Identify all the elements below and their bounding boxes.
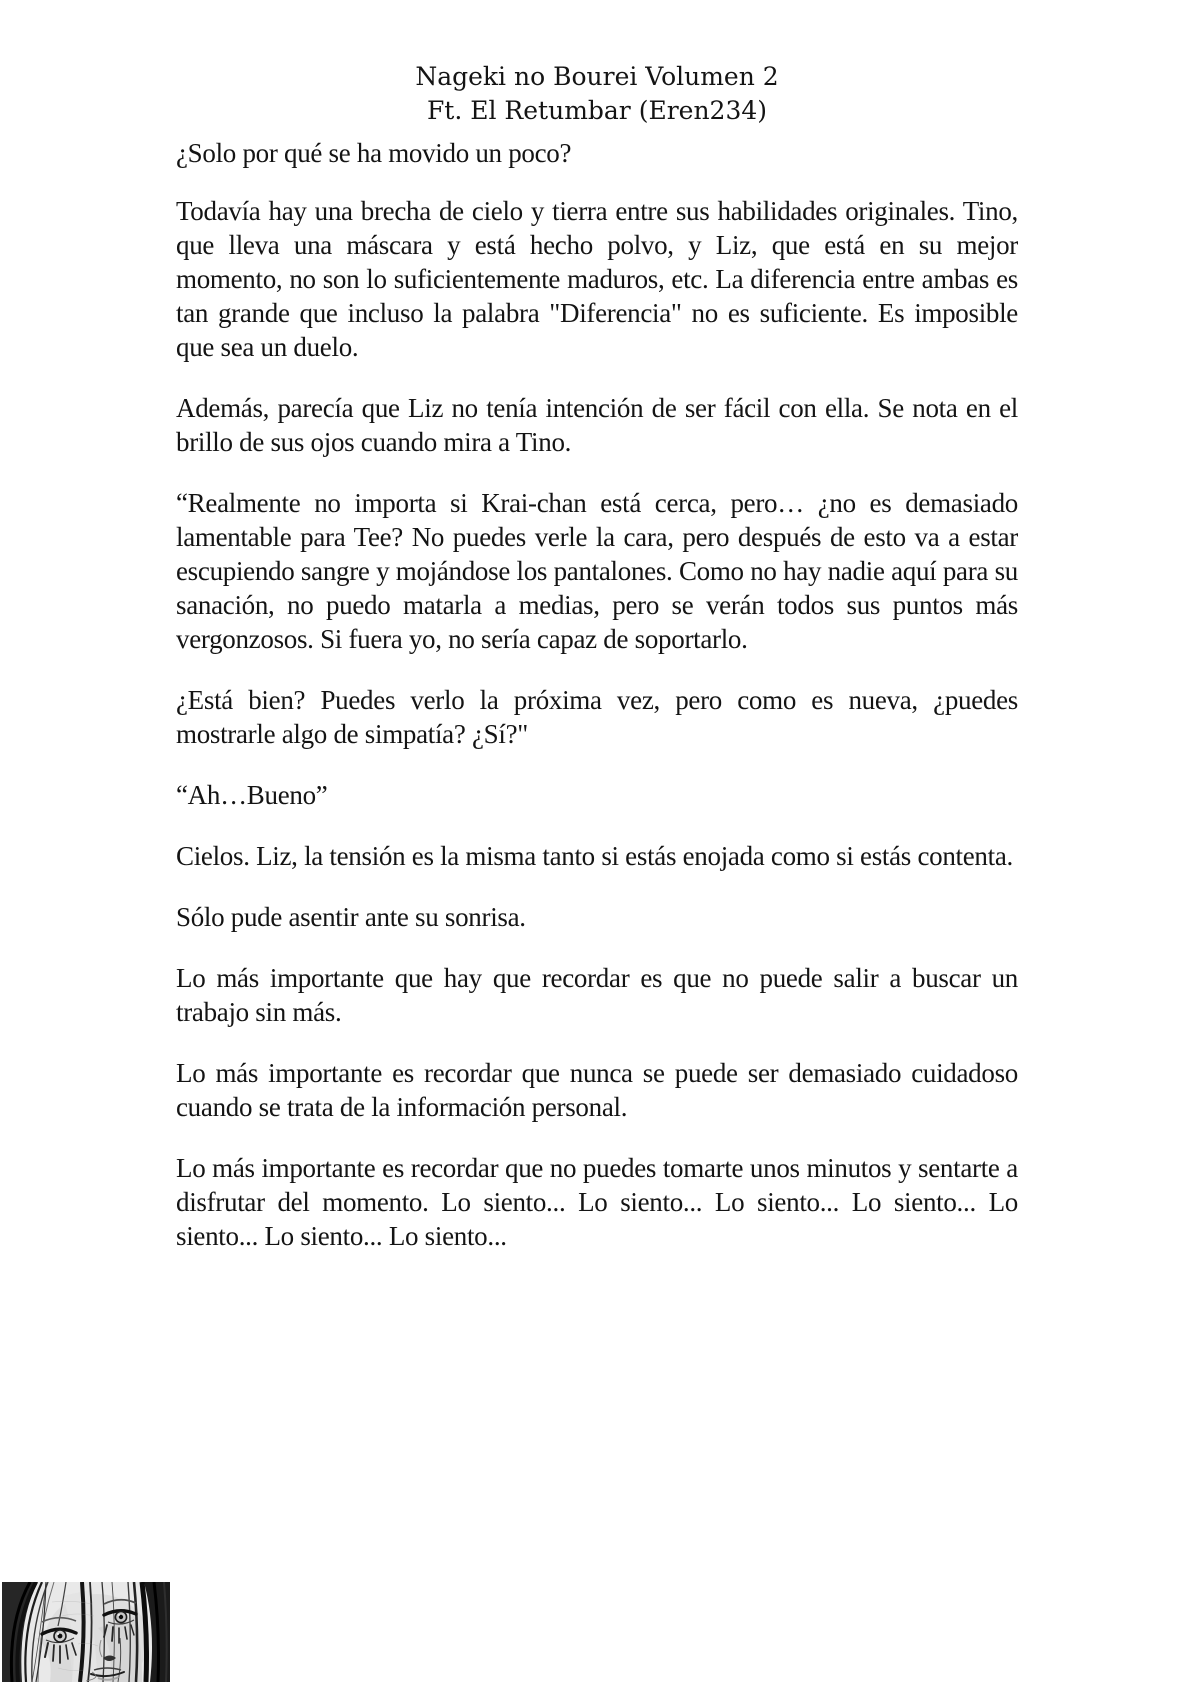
paragraph: Cielos. Liz, la tensión es la misma tanto si estás enojada como si estás contenta. (176, 841, 1013, 871)
paragraph: ¿Está bien? Puedes verlo la próxima vez, pero como es nueva, ¿puedes mostrarle algo de simpatía? ¿Sí?" (176, 685, 1018, 749)
paragraph: “Realmente no importa si Krai-chan está cerca, pero… ¿no es demasiado lamentable para Tee? No puedes verle la cara, pero después de esto va a estar escupiendo sangre y mojándose los pantalones. Como no hay nadie aquí para su sanación, no puedo matarla a medias, pero se verán todos sus puntos más vergonzosos. Si fuera yo, no sería capaz de soportarlo. (176, 488, 1018, 654)
paragraph: Además, parecía que Liz no tenía intención de ser fácil con ella. Se nota en el brillo de sus ojos cuando mira a Tino. (176, 393, 1018, 457)
text-column (176, 60, 1018, 1280)
paragraph: Lo más importante es recordar que nunca se puede ser demasiado cuidadoso cuando se trata de la información personal. (176, 1058, 1018, 1122)
document-title (176, 60, 1018, 128)
title-line-2: Ft. El Retumbar (Eren234) (426, 96, 768, 125)
body-text (176, 136, 1018, 1253)
paragraph: ¿Solo por qué se ha movido un poco? (176, 138, 572, 168)
paragraph: Sólo pude asentir ante su sonrisa. (176, 902, 526, 932)
paragraph: Lo más importante que hay que recordar es que no puede salir a buscar un trabajo sin más. (176, 963, 1018, 1027)
paragraph: “Ah…Bueno” (176, 780, 328, 810)
paragraph: Lo más importante es recordar que no puedes tomarte unos minutos y sentarte a disfrutar del momento. Lo siento... Lo siento... Lo siento... Lo siento... Lo siento... Lo siento... Lo siento... (176, 1153, 1018, 1251)
paragraph: Todavía hay una brecha de cielo y tierra entre sus habilidades originales. Tino, que lleva una máscara y está hecho polvo, y Liz, que está en su mejor momento, no son lo suficientemente maduros, etc. La diferencia entre ambas es tan grande que incluso la palabra "Diferencia" no es suficiente. Es imposible que sea un duelo. (176, 196, 1018, 362)
manga-face-illustration (2, 1582, 170, 1682)
title-line-1: Nageki no Bourei Volumen 2 (415, 62, 779, 91)
